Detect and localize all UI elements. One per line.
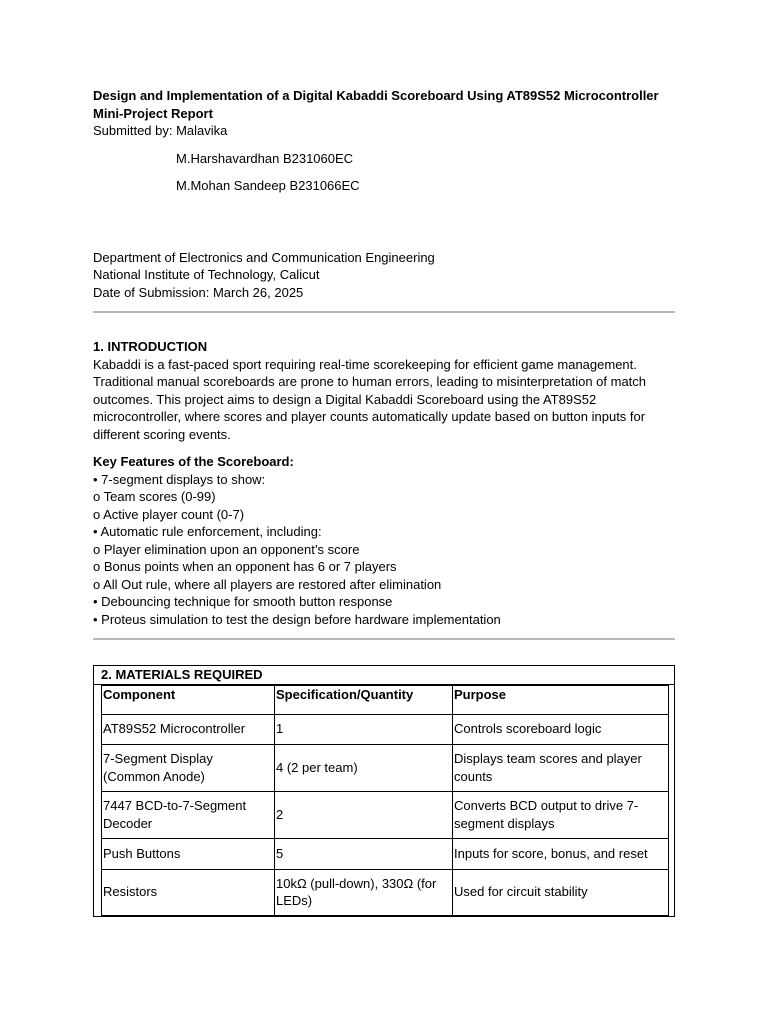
column-header: Purpose (453, 685, 669, 714)
purpose-cell: Controls scoreboard logic (453, 714, 669, 744)
table-header-row (102, 685, 669, 714)
intro-line: microcontroller, where scores and player counts automatically update based on button inputs for (93, 409, 646, 424)
purpose-cell: Used for circuit stability (453, 869, 669, 915)
report-subtitle: Mini-Project Report (93, 105, 213, 121)
submission-date: Date of Submission: March 26, 2025 (93, 284, 304, 300)
intro-paragraph (93, 356, 675, 444)
document-page (93, 87, 675, 917)
department-name: Department of Electronics and Communication Engineering (93, 249, 435, 265)
table-row (102, 791, 669, 838)
section-divider (93, 311, 675, 313)
feature-item: o Active player count (0-7) (93, 506, 245, 522)
component-cell: AT89S52 Microcontroller (102, 714, 275, 744)
section-divider (93, 638, 675, 640)
table-row (102, 869, 669, 915)
feature-item: o Bonus points when an opponent has 6 or 7 players (93, 559, 397, 574)
intro-line: Kabaddi is a fast-paced sport requiring real-time scorekeeping for efficient game management. (93, 356, 637, 372)
institute-name: National Institute of Technology, Calicut (93, 267, 320, 282)
specification-cell: 2 (275, 791, 453, 838)
component-cell: 7447 BCD-to-7-Segment Decoder (102, 791, 275, 838)
materials-table (101, 685, 669, 916)
purpose-cell: Displays team scores and player counts (453, 744, 669, 791)
materials-section-table (93, 665, 675, 917)
table-row (102, 744, 669, 791)
features-heading: Key Features of the Scoreboard: (93, 454, 294, 469)
specification-cell: 4 (2 per team) (275, 744, 453, 791)
team-member-2: M.Harshavardhan B231060EC (176, 150, 354, 166)
specification-cell: 5 (275, 838, 453, 869)
component-cell: Resistors (102, 869, 275, 915)
feature-item: • Proteus simulation to test the design before hardware implementation (93, 611, 501, 627)
table-row (102, 838, 669, 869)
purpose-cell: Inputs for score, bonus, and reset (453, 838, 669, 869)
table-row (102, 714, 669, 744)
intro-heading: 1. INTRODUCTION (93, 339, 208, 354)
feature-item: • Automatic rule enforcement, including: (93, 524, 322, 539)
component-cell: 7-Segment Display (Common Anode) (102, 744, 275, 791)
materials-heading: 2. MATERIALS REQUIRED (94, 666, 675, 685)
report-title: Design and Implementation of a Digital Kabaddi Scoreboard Using AT89S52 Microcontroller (93, 88, 659, 103)
intro-line: outcomes. This project aims to design a Digital Kabaddi Scoreboard using the AT89S52 (93, 391, 597, 407)
feature-item: o All Out rule, where all players are restored after elimination (93, 576, 442, 592)
intro-line: Traditional manual scoreboards are prone to human errors, leading to misinterpretation of match (93, 374, 647, 389)
column-header: Component (102, 685, 275, 714)
feature-item: • 7-segment displays to show: (93, 471, 266, 487)
specification-cell: 10kΩ (pull-down), 330Ω (for LEDs) (275, 869, 453, 915)
submitted-by: Submitted by: Malavika (93, 123, 228, 138)
component-cell: Push Buttons (102, 838, 275, 869)
intro-line: different scoring events. (93, 426, 231, 442)
features-list (93, 471, 675, 629)
team-member-3: M.Mohan Sandeep B231066EC (176, 178, 360, 193)
column-header: Specification/Quantity (275, 685, 453, 714)
feature-item: • Debouncing technique for smooth button response (93, 594, 393, 609)
feature-item: o Player elimination upon an opponent’s score (93, 541, 360, 557)
purpose-cell: Converts BCD output to drive 7-segment displays (453, 791, 669, 838)
feature-item: o Team scores (0-99) (93, 489, 216, 504)
specification-cell: 1 (275, 714, 453, 744)
